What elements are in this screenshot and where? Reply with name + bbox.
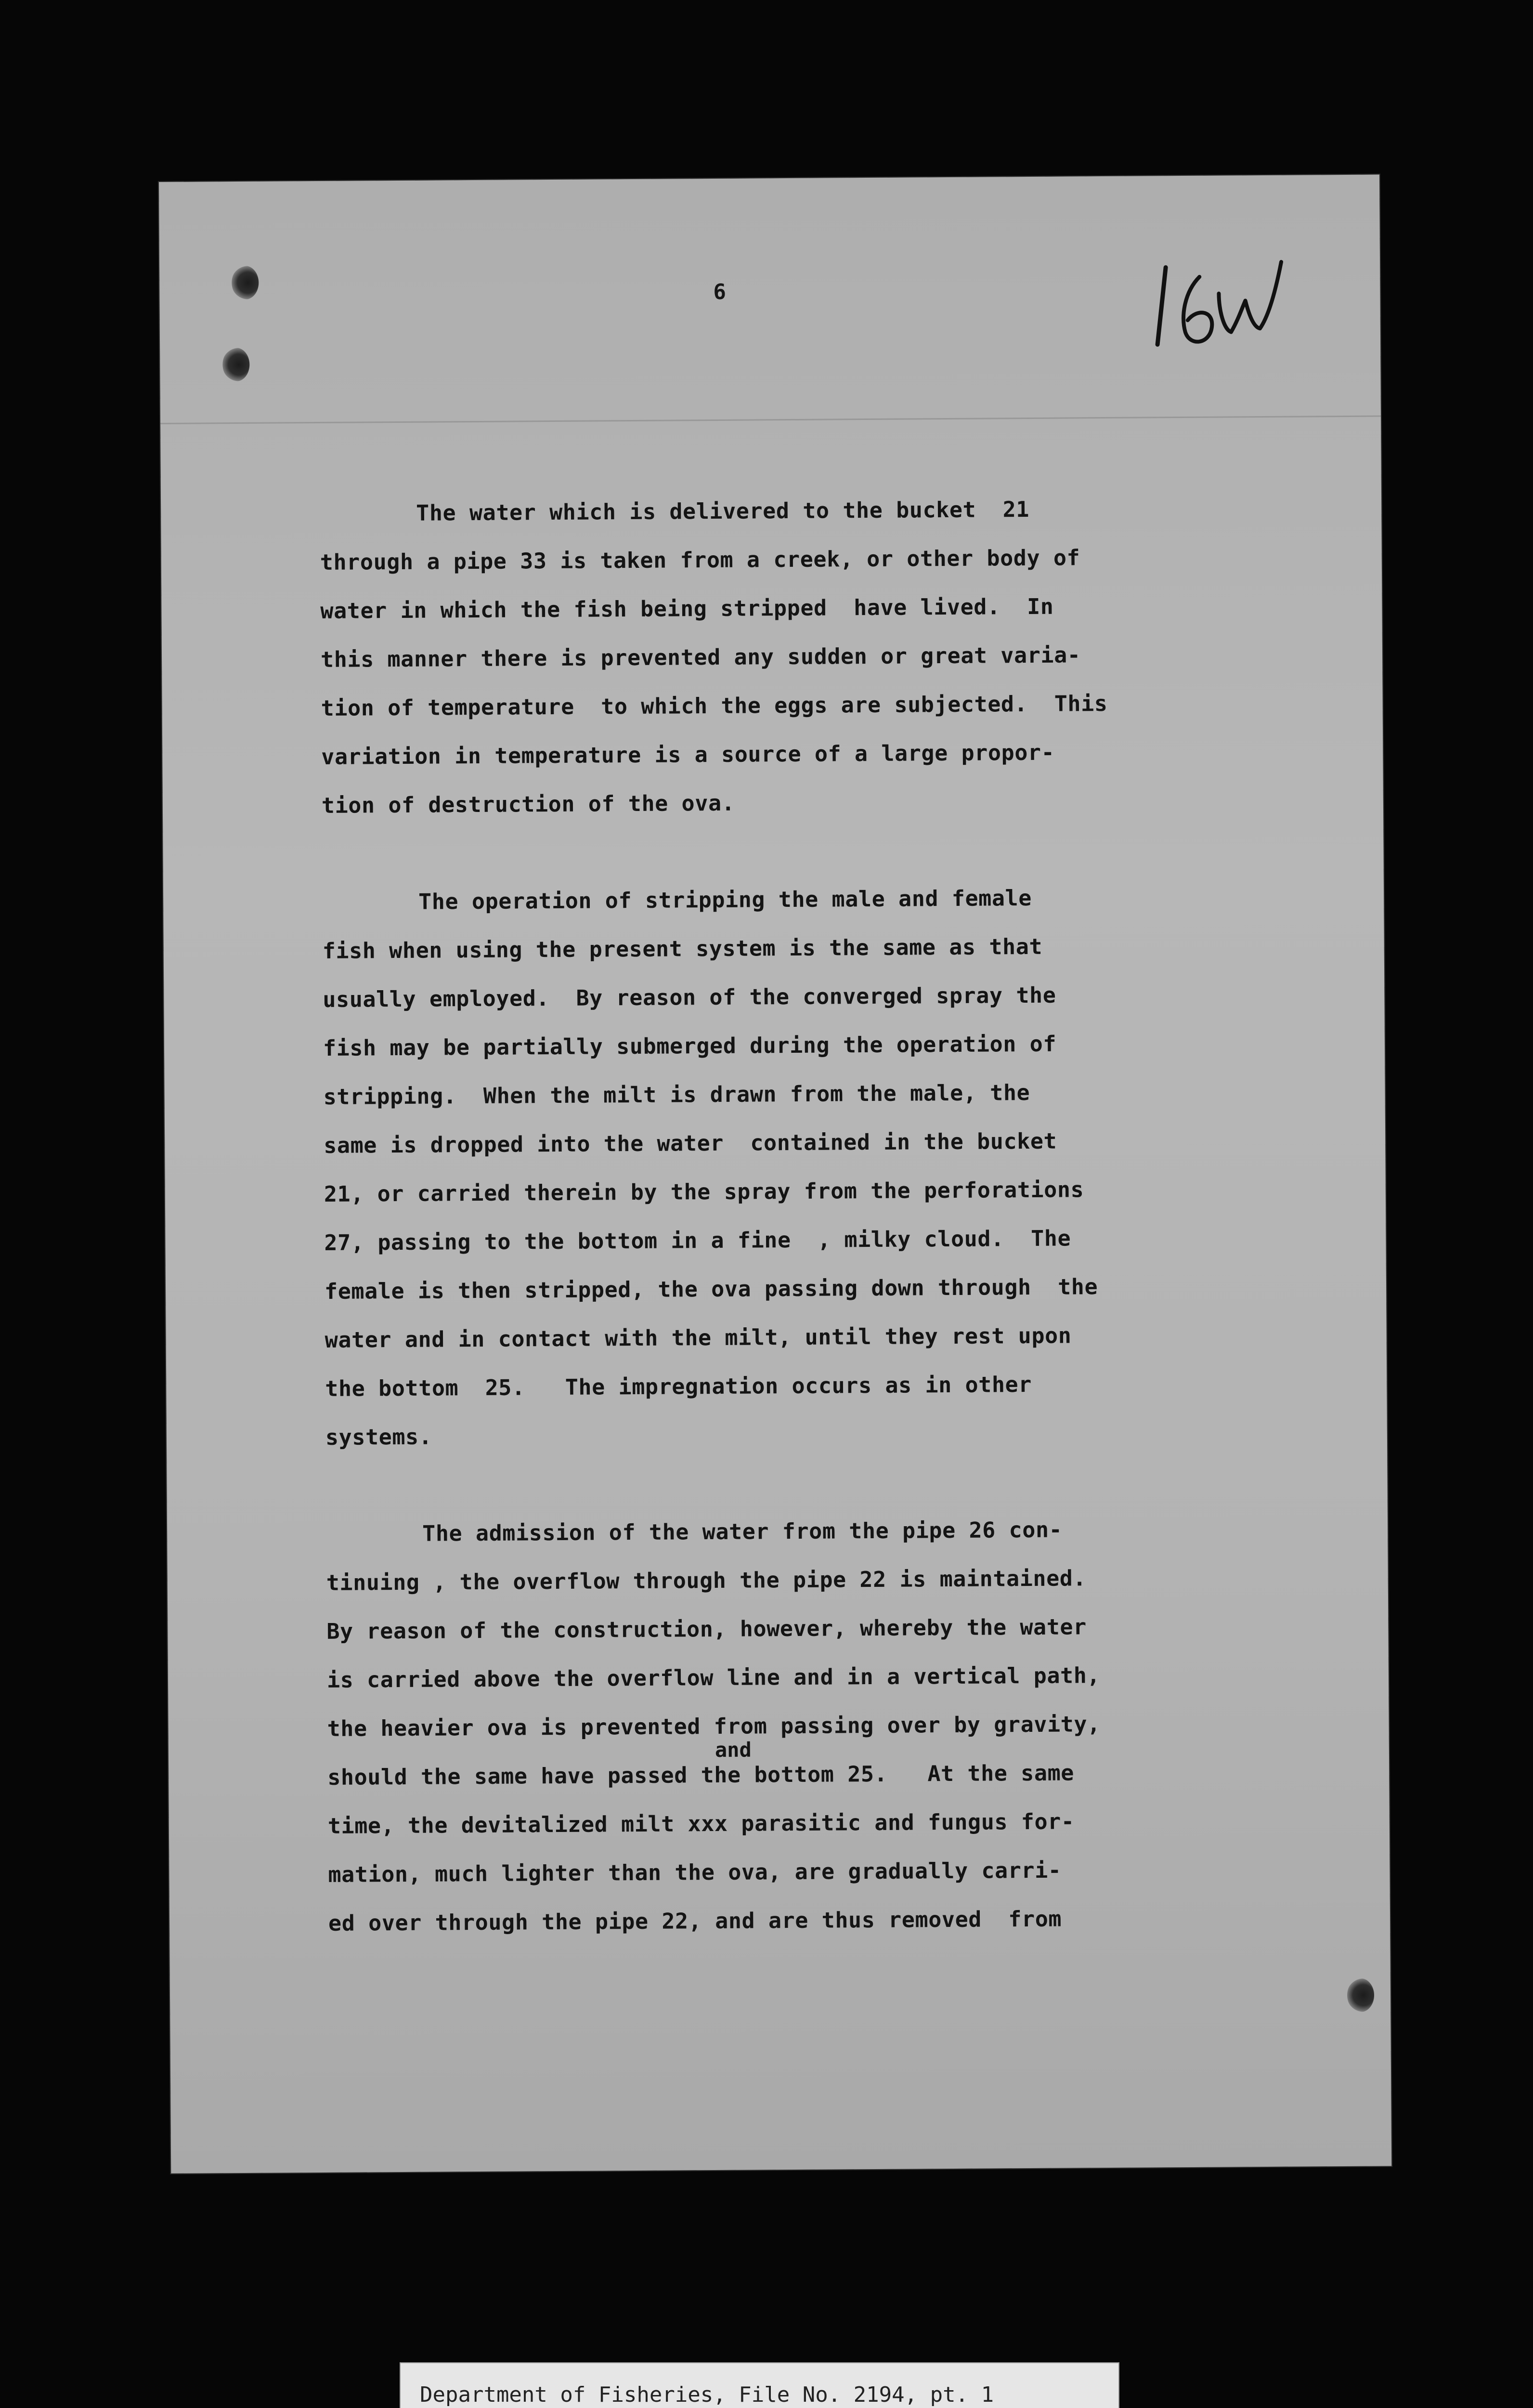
text-line: the bottom 25. The impregnation occurs as in other xyxy=(325,1371,1032,1401)
text-line: fish may be partially submerged during the operation of xyxy=(323,1031,1057,1061)
text-line: the heavier ova is prevented from passing over by gravity, xyxy=(327,1711,1101,1741)
punch-hole-middle xyxy=(222,348,249,381)
text-line: ed over through the pipe 22, and are thus removed from xyxy=(328,1906,1062,1936)
text-line: same is dropped into the water contained in the bucket xyxy=(324,1128,1057,1158)
text-line: female is then stripped, the ova passing down through the xyxy=(324,1274,1098,1304)
text-line: By reason of the construction, however, whereby the water xyxy=(326,1614,1087,1644)
text-line: time, the devitalized milt xxx parasitic and fungus for- xyxy=(327,1808,1075,1839)
text-line: tinuing , the overflow through the pipe 22 is maintained. xyxy=(326,1565,1087,1596)
text-line: The operation of stripping the male and female xyxy=(418,885,1032,915)
text-line: this manner there is prevented any sudden or great varia- xyxy=(320,642,1081,672)
text-line: tion of destruction of the ova. xyxy=(321,790,735,818)
text-line: is carried above the overflow line and in a vertical path, xyxy=(326,1662,1101,1693)
handwritten-annotation xyxy=(1146,248,1291,359)
file-reference-text: Department of Fisheries, File No. 2194, pt. 1 xyxy=(420,2382,994,2407)
text-line: stripping. When the milt is drawn from the male, the xyxy=(323,1079,1030,1110)
punch-hole-top xyxy=(232,266,259,300)
text-line: fish when using the present system is the same as that xyxy=(322,933,1043,964)
text-line: usually employed. By reason of the converged spray the xyxy=(323,982,1056,1012)
paragraph-2 xyxy=(322,872,1356,1462)
text-line: tion of temperature to which the eggs are subjected. This xyxy=(321,690,1108,721)
interlinear-insertion: and xyxy=(715,1738,752,1762)
paragraph-1 xyxy=(320,483,1352,830)
text-line: mation, much lighter than the ova, are gradually carri- xyxy=(328,1857,1062,1887)
fold-line xyxy=(160,416,1381,424)
paragraph-3 xyxy=(326,1504,1359,1948)
file-reference-label xyxy=(400,2362,1119,2408)
typed-page xyxy=(159,175,1391,2173)
text-line: should the same have passed the bottom 25. At the same xyxy=(327,1760,1075,1790)
text-line: water and in contact with the milt, until they rest upon xyxy=(325,1322,1072,1353)
text-line: through a pipe 33 is taken from a creek, or other body of xyxy=(320,545,1080,575)
text-line: 21, or carried therein by the spray from the perforations xyxy=(324,1177,1084,1207)
text-line: The water which is delivered to the bucket 21 xyxy=(416,496,1030,526)
text-line: variation in temperature is a source of a large propor- xyxy=(321,739,1055,770)
text-line: systems. xyxy=(325,1424,432,1450)
page-number: 6 xyxy=(713,279,727,304)
text-line: The admission of the water from the pipe 26 con- xyxy=(422,1517,1063,1546)
typed-body xyxy=(320,483,1359,1996)
text-line: water in which the fish being stripped have lived. In xyxy=(320,593,1054,624)
text-line: 27, passing to the bottom in a fine , milky cloud. The xyxy=(324,1225,1071,1256)
